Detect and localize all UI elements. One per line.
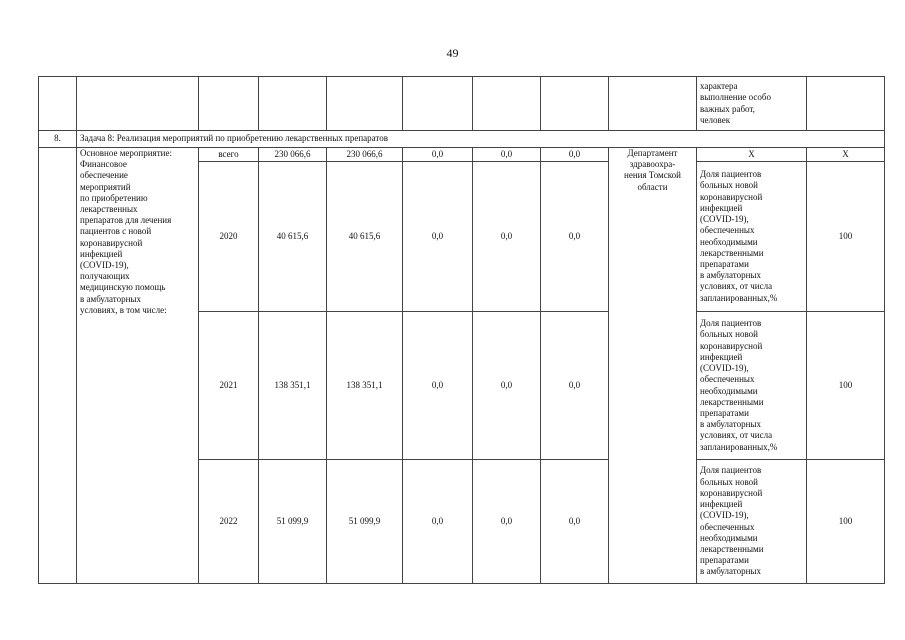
amount-cell: 40 615,6 bbox=[327, 162, 403, 312]
amount-cell: 0,0 bbox=[403, 162, 473, 312]
value-cell: 100 bbox=[807, 312, 885, 460]
task-title: Задача 8: Реализация мероприятий по приобретению лекарственных препаратов bbox=[77, 131, 885, 148]
indicator-cell: Доля пациентов больных новой коронавирусной инфекцией (COVID-19), обеспеченных необходимыми лекарственными препаратами в амбулаторных bbox=[697, 460, 807, 584]
indicator-cell: Доля пациентов больных новой коронавирусной инфекцией (COVID-19), обеспеченных необходимыми лекарственными препаратами в амбулаторных условиях, от числа запланированных,% bbox=[697, 162, 807, 312]
task-number: 8. bbox=[39, 131, 77, 148]
cell-empty bbox=[39, 77, 77, 131]
value-cell: 100 bbox=[807, 162, 885, 312]
year-cell: всего bbox=[199, 148, 259, 162]
cell-empty bbox=[609, 77, 697, 131]
year-cell: 2020 bbox=[199, 162, 259, 312]
year-cell: 2022 bbox=[199, 460, 259, 584]
total-cell: 40 615,6 bbox=[259, 162, 327, 312]
cell-empty bbox=[807, 77, 885, 131]
cell-empty bbox=[327, 77, 403, 131]
amount-cell: 0,0 bbox=[473, 312, 541, 460]
value-cell: 100 bbox=[807, 460, 885, 584]
cell-empty bbox=[403, 77, 473, 131]
indicator-cell: характера выполнение особо важных работ, человек bbox=[697, 77, 807, 131]
amount-cell: 138 351,1 bbox=[327, 312, 403, 460]
activity-name: Основное мероприятие: Финансовое обеспечение мероприятий по приобретению лекарственных препаратов для лечения пациентов с новой коронавирусной инфекцией (COVID-19), получающих медицинскую помощь в амбулаторных условиях, в том числе: bbox=[77, 148, 199, 584]
cell-empty bbox=[259, 77, 327, 131]
total-cell: 51 099,9 bbox=[259, 460, 327, 584]
amount-cell: 51 099,9 bbox=[327, 460, 403, 584]
cell-empty bbox=[541, 77, 609, 131]
continuation-row bbox=[39, 77, 885, 131]
cell-empty bbox=[77, 77, 199, 131]
amount-cell: 0,0 bbox=[403, 460, 473, 584]
value-cell: X bbox=[807, 148, 885, 162]
task-row bbox=[39, 131, 885, 148]
amount-cell: 0,0 bbox=[541, 162, 609, 312]
amount-cell: 0,0 bbox=[541, 460, 609, 584]
year-cell: 2021 bbox=[199, 312, 259, 460]
executor-cell: Департамент здравоохра- нения Томской области bbox=[609, 148, 697, 584]
amount-cell: 0,0 bbox=[473, 460, 541, 584]
table-row bbox=[39, 148, 885, 162]
amount-cell: 0,0 bbox=[403, 148, 473, 162]
indicator-cell: X bbox=[697, 148, 807, 162]
indicator-cell: Доля пациентов больных новой коронавирусной инфекцией (COVID-19), обеспеченных необходимыми лекарственными препаратами в амбулаторных условиях, от числа запланированных,% bbox=[697, 312, 807, 460]
amount-cell: 0,0 bbox=[541, 148, 609, 162]
total-cell: 138 351,1 bbox=[259, 312, 327, 460]
amount-cell: 0,0 bbox=[403, 312, 473, 460]
amount-cell: 230 066,6 bbox=[327, 148, 403, 162]
cell-empty bbox=[39, 148, 77, 584]
program-table bbox=[38, 76, 885, 584]
cell-empty bbox=[199, 77, 259, 131]
amount-cell: 0,0 bbox=[473, 162, 541, 312]
amount-cell: 0,0 bbox=[541, 312, 609, 460]
cell-empty bbox=[473, 77, 541, 131]
amount-cell: 0,0 bbox=[473, 148, 541, 162]
page-number: 49 bbox=[446, 46, 459, 60]
total-cell: 230 066,6 bbox=[259, 148, 327, 162]
